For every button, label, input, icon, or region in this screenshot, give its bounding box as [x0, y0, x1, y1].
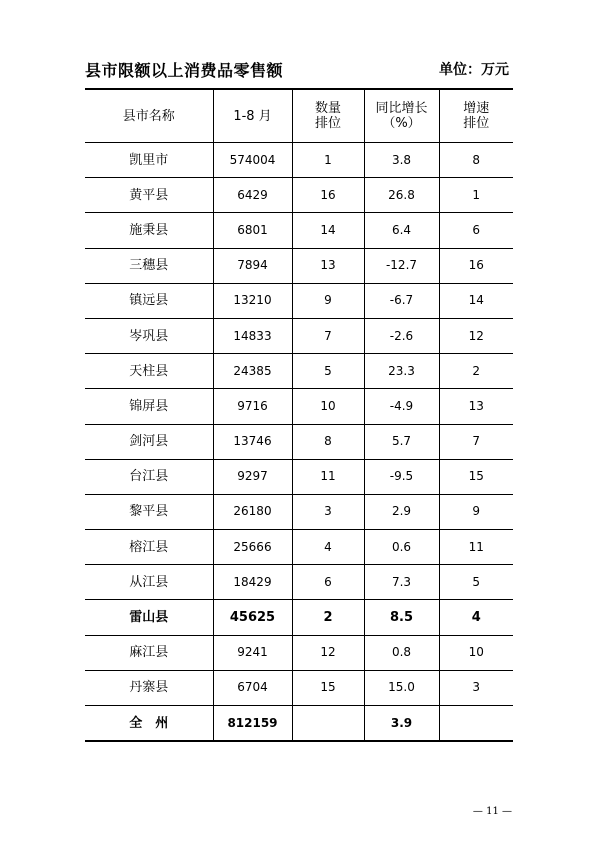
- cell-county-name: 凯里市: [85, 143, 213, 178]
- table-total-row: [85, 706, 513, 742]
- cell-quantity-rank: 15: [292, 670, 364, 705]
- title-row: [85, 58, 513, 82]
- header-yoy-growth-line1: 同比增长: [375, 101, 428, 116]
- table-row: [85, 248, 513, 283]
- cell-value: 18429: [213, 565, 292, 600]
- cell-value: 574004: [213, 143, 292, 178]
- cell-quantity-rank: 12: [292, 635, 364, 670]
- table-row: [85, 143, 513, 178]
- header-county-name: 县市名称: [85, 89, 213, 143]
- cell-value: 14833: [213, 318, 292, 353]
- cell-value: 45625: [213, 600, 292, 635]
- table-row: [85, 178, 513, 213]
- header-speed-rank-line1: 增速: [463, 101, 490, 116]
- cell-value: 6704: [213, 670, 292, 705]
- cell-value: 6801: [213, 213, 292, 248]
- cell-value: 13210: [213, 283, 292, 318]
- cell-yoy-growth: -2.6: [364, 318, 439, 353]
- header-speed-rank-line2: 排位: [463, 116, 490, 131]
- cell-value: 25666: [213, 530, 292, 565]
- header-speed-rank: [439, 89, 513, 143]
- document-title: 县市限额以上消费品零售额: [85, 61, 284, 80]
- cell-speed-rank: 6: [439, 213, 513, 248]
- cell-county-name: 麻江县: [85, 635, 213, 670]
- cell-yoy-growth: 8.5: [364, 600, 439, 635]
- cell-speed-rank: 2: [439, 354, 513, 389]
- cell-speed-rank: 15: [439, 459, 513, 494]
- cell-yoy-growth: -4.9: [364, 389, 439, 424]
- cell-speed-rank: 3: [439, 670, 513, 705]
- cell-quantity-rank: 10: [292, 389, 364, 424]
- cell-county-name: 三穗县: [85, 248, 213, 283]
- cell-yoy-growth: -12.7: [364, 248, 439, 283]
- unit-label: 单位：万元: [439, 62, 509, 78]
- cell-value: 26180: [213, 494, 292, 529]
- cell-speed-rank: 12: [439, 318, 513, 353]
- cell-speed-rank: 8: [439, 143, 513, 178]
- table-row-highlighted: [85, 600, 513, 635]
- cell-county-name: 黎平县: [85, 494, 213, 529]
- cell-quantity-rank: 3: [292, 494, 364, 529]
- cell-yoy-growth: 23.3: [364, 354, 439, 389]
- cell-speed-rank: 4: [439, 600, 513, 635]
- cell-yoy-growth: 5.7: [364, 424, 439, 459]
- header-quantity-rank-line1: 数量: [314, 101, 341, 116]
- table-row: [85, 318, 513, 353]
- cell-value: 6429: [213, 178, 292, 213]
- cell-county-name: 剑河县: [85, 424, 213, 459]
- table-row: [85, 494, 513, 529]
- cell-yoy-growth: 15.0: [364, 670, 439, 705]
- cell-yoy-growth: -6.7: [364, 283, 439, 318]
- cell-value: 9297: [213, 459, 292, 494]
- cell-county-name: 岑巩县: [85, 318, 213, 353]
- table-row: [85, 424, 513, 459]
- cell-quantity-rank: 8: [292, 424, 364, 459]
- cell-county-name: 天柱县: [85, 354, 213, 389]
- cell-yoy-growth: 0.6: [364, 530, 439, 565]
- cell-quantity-rank: 6: [292, 565, 364, 600]
- table-row: [85, 213, 513, 248]
- cell-total-yoy-growth: 3.9: [364, 706, 439, 742]
- cell-speed-rank: 7: [439, 424, 513, 459]
- cell-total-value: 812159: [213, 706, 292, 742]
- cell-yoy-growth: 6.4: [364, 213, 439, 248]
- cell-speed-rank: 1: [439, 178, 513, 213]
- header-quantity-rank: [292, 89, 364, 143]
- cell-speed-rank: 9: [439, 494, 513, 529]
- cell-value: 13746: [213, 424, 292, 459]
- table-row: [85, 459, 513, 494]
- table-row: [85, 354, 513, 389]
- cell-county-name: 丹寨县: [85, 670, 213, 705]
- header-quantity-rank-line2: 排位: [314, 116, 341, 131]
- cell-speed-rank: 10: [439, 635, 513, 670]
- cell-quantity-rank: 9: [292, 283, 364, 318]
- cell-speed-rank: 13: [439, 389, 513, 424]
- cell-yoy-growth: -9.5: [364, 459, 439, 494]
- cell-speed-rank: 14: [439, 283, 513, 318]
- cell-yoy-growth: 7.3: [364, 565, 439, 600]
- cell-quantity-rank: 5: [292, 354, 364, 389]
- cell-quantity-rank: 13: [292, 248, 364, 283]
- cell-quantity-rank: 7: [292, 318, 364, 353]
- table-row: [85, 283, 513, 318]
- table-row: [85, 530, 513, 565]
- table-row: [85, 389, 513, 424]
- header-yoy-growth-line2: （%）: [382, 116, 421, 131]
- cell-total-quantity-rank: [292, 706, 364, 742]
- cell-yoy-growth: 2.9: [364, 494, 439, 529]
- cell-speed-rank: 5: [439, 565, 513, 600]
- cell-yoy-growth: 0.8: [364, 635, 439, 670]
- cell-quantity-rank: 2: [292, 600, 364, 635]
- cell-quantity-rank: 16: [292, 178, 364, 213]
- cell-quantity-rank: 11: [292, 459, 364, 494]
- cell-quantity-rank: 4: [292, 530, 364, 565]
- cell-county-name: 雷山县: [85, 600, 213, 635]
- cell-value: 7894: [213, 248, 292, 283]
- cell-county-name: 锦屏县: [85, 389, 213, 424]
- cell-value: 9241: [213, 635, 292, 670]
- cell-county-name: 台江县: [85, 459, 213, 494]
- cell-quantity-rank: 1: [292, 143, 364, 178]
- header-yoy-growth: [364, 89, 439, 143]
- cell-quantity-rank: 14: [292, 213, 364, 248]
- cell-total-name: 全 州: [85, 706, 213, 742]
- cell-value: 9716: [213, 389, 292, 424]
- cell-speed-rank: 11: [439, 530, 513, 565]
- cell-county-name: 榕江县: [85, 530, 213, 565]
- cell-yoy-growth: 3.8: [364, 143, 439, 178]
- table-row: [85, 670, 513, 705]
- cell-yoy-growth: 26.8: [364, 178, 439, 213]
- retail-sales-table: [85, 88, 513, 742]
- table-row: [85, 635, 513, 670]
- cell-county-name: 镇远县: [85, 283, 213, 318]
- cell-total-speed-rank: [439, 706, 513, 742]
- table-header-row: [85, 89, 513, 143]
- cell-value: 24385: [213, 354, 292, 389]
- header-period: 1-8 月: [213, 89, 292, 143]
- cell-county-name: 从江县: [85, 565, 213, 600]
- cell-county-name: 黄平县: [85, 178, 213, 213]
- page-number: — 11 —: [472, 806, 512, 817]
- cell-speed-rank: 16: [439, 248, 513, 283]
- table-row: [85, 565, 513, 600]
- cell-county-name: 施秉县: [85, 213, 213, 248]
